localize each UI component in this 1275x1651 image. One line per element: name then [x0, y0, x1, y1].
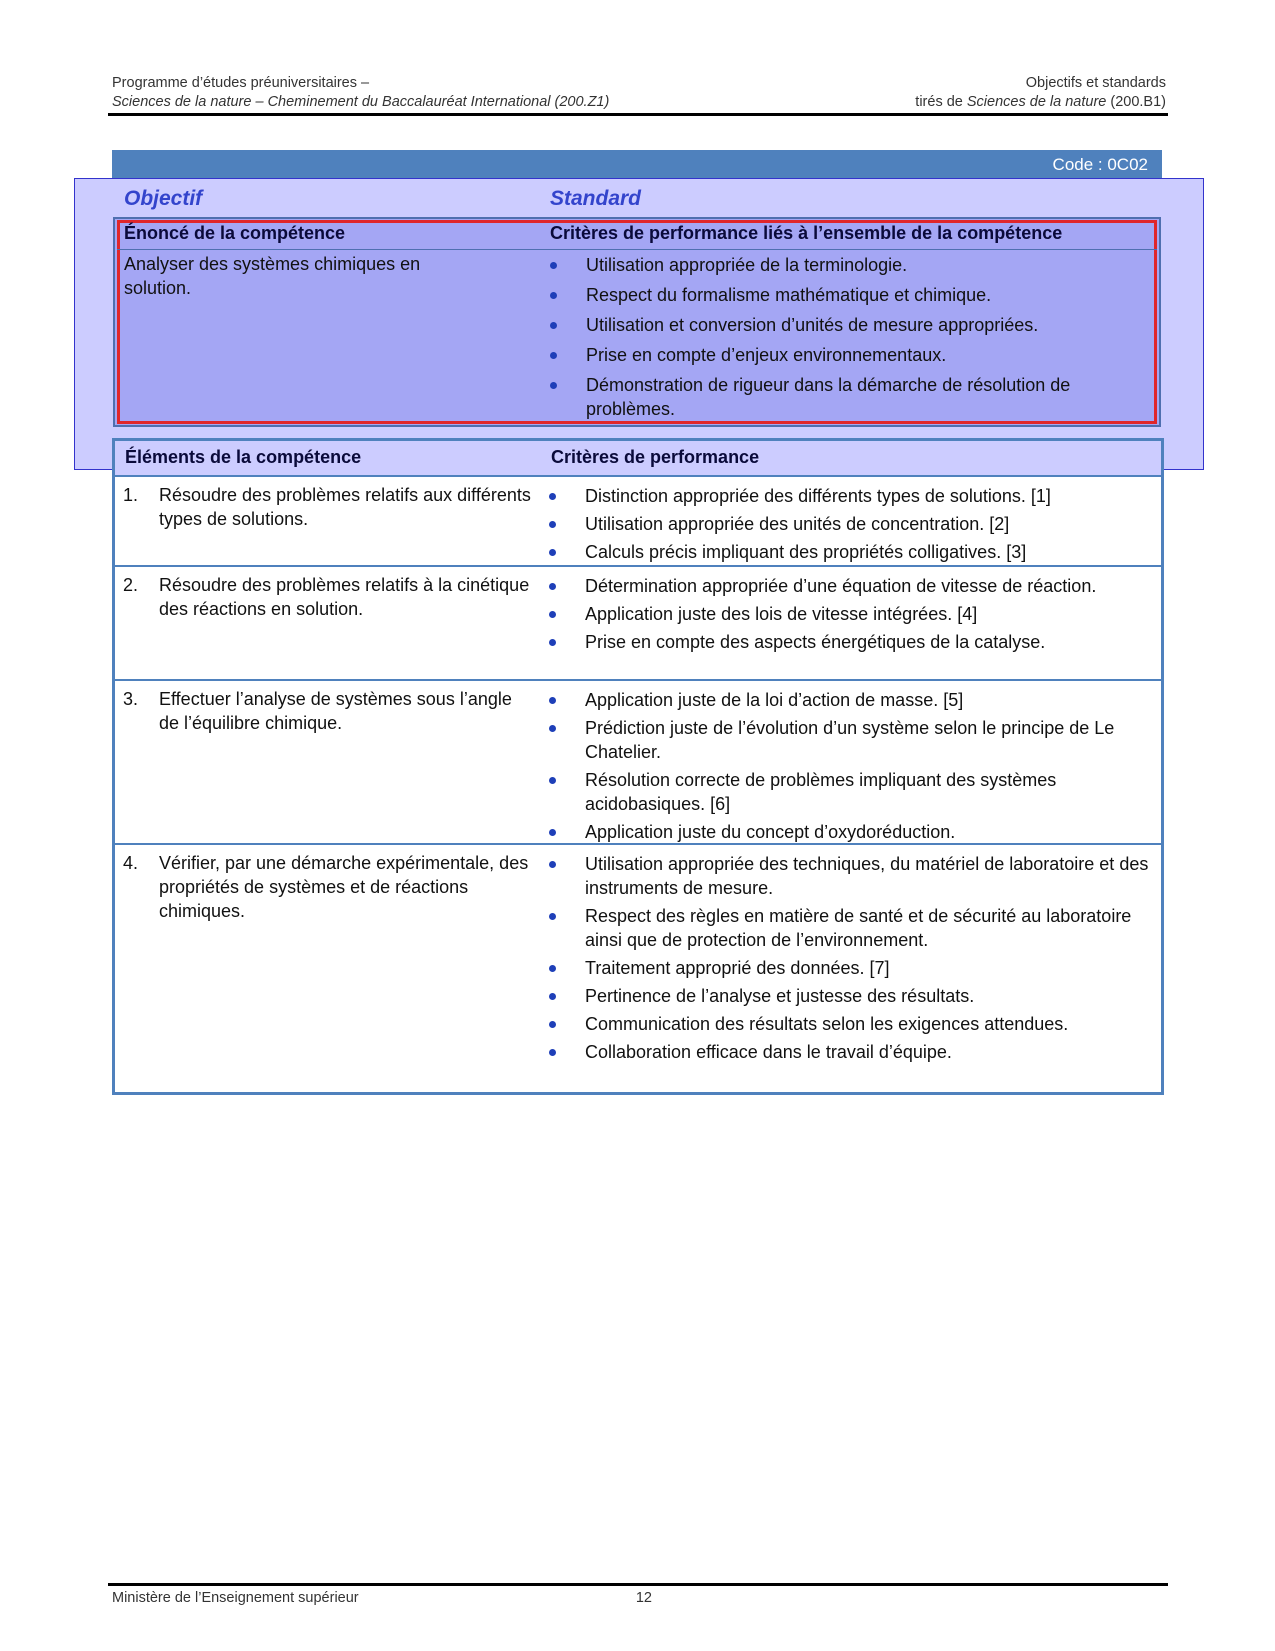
criterion-text: Application juste de la loi d’action de masse. [5]: [585, 690, 964, 710]
criterion-text: Collaboration efficace dans le travail d’équipe.: [585, 1042, 952, 1062]
element-text: Résoudre des problèmes relatifs à la cinétique des réactions en solution.: [159, 575, 530, 619]
page-footer: [112, 1590, 652, 1606]
element-text: Effectuer l’analyse de systèmes sous l’angle de l’équilibre chimique.: [159, 689, 512, 733]
objective-label: Objectif: [124, 187, 203, 210]
element-criterion: [549, 852, 1149, 900]
element-criteria: [549, 688, 1149, 848]
criterion-text: Détermination appropriée d’une équation de vitesse de réaction.: [585, 576, 1097, 596]
elements-table-header: [115, 441, 1161, 475]
element-criterion: [549, 820, 1149, 844]
criterion-text: Calculs précis impliquant des propriétés colligatives. [3]: [585, 542, 1027, 562]
bullet-icon: [549, 913, 556, 920]
criterion-text: Respect du formalisme mathématique et chimique.: [586, 285, 992, 305]
standard-label: Standard: [550, 187, 642, 210]
bullet-icon: [549, 965, 556, 972]
header-divider: [108, 113, 1168, 116]
competence-criteria-heading: Critères de performance liés à l’ensemble de la compétence: [550, 223, 1063, 243]
element-row: [115, 475, 1161, 565]
program-subtitle: Sciences de la nature – Cheminement du Baccalauréat International (200.Z1): [112, 94, 610, 110]
competence-statement: Analyser des systèmes chimiques en solution.: [124, 254, 421, 298]
element-criterion: [549, 512, 1149, 536]
criterion-text: Application juste du concept d’oxydoréduction.: [585, 822, 956, 842]
bullet-icon: [549, 725, 556, 732]
element-criterion: [549, 688, 1149, 712]
element-statement: [123, 687, 533, 735]
competence-criterion: [550, 373, 1146, 421]
bullet-icon: [550, 382, 557, 389]
competence-statement-heading: Énoncé de la compétence: [124, 223, 346, 243]
page-number: 12: [635, 1590, 652, 1606]
bullet-icon: [549, 861, 556, 868]
element-row: [115, 565, 1161, 679]
element-criterion: [549, 716, 1149, 764]
criterion-text: Pertinence de l’analyse et justesse des résultats.: [585, 986, 975, 1006]
bullet-icon: [549, 521, 556, 528]
element-criterion: [549, 956, 1149, 980]
bullet-icon: [550, 292, 557, 299]
element-criteria: [549, 484, 1149, 568]
footer-divider: [108, 1583, 1168, 1586]
criterion-text: Utilisation appropriée des techniques, du matériel de laboratoire et des instruments de mesure.: [585, 854, 1149, 898]
element-number: 4.: [123, 853, 139, 873]
bullet-icon: [549, 697, 556, 704]
element-criterion: [549, 984, 1149, 1008]
element-statement: [123, 851, 533, 923]
competence-criterion: [550, 343, 1146, 367]
element-criteria-list: [549, 574, 1149, 654]
element-number: 2.: [123, 575, 139, 595]
bullet-icon: [549, 639, 556, 646]
criterion-text: Prédiction juste de l’évolution d’un système selon le principe de Le Chatelier.: [585, 718, 1115, 762]
section-subtitle: tirés de Sciences de la nature (200.B1): [915, 94, 1166, 110]
element-text: Résoudre des problèmes relatifs aux différents types de solutions.: [159, 485, 531, 529]
bullet-icon: [549, 549, 556, 556]
bullet-icon: [550, 262, 557, 269]
element-criterion: [549, 1040, 1149, 1064]
criterion-text: Prise en compte des aspects énergétiques de la catalyse.: [585, 632, 1046, 652]
element-text: Vérifier, par une démarche expérimentale, des propriétés de systèmes et de réactions chimiques.: [159, 853, 529, 921]
criterion-text: Utilisation appropriée des unités de concentration. [2]: [585, 514, 1010, 534]
elements-table: [112, 438, 1164, 1095]
element-row: [115, 679, 1161, 843]
bullet-icon: [549, 1021, 556, 1028]
element-criterion: [549, 1012, 1149, 1036]
program-title: Programme d’études préuniversitaires –: [112, 75, 370, 91]
element-criteria-list: [549, 484, 1149, 564]
element-criterion: [549, 602, 1149, 626]
bullet-icon: [550, 322, 557, 329]
criterion-text: Prise en compte d’enjeux environnementaux.: [586, 345, 947, 365]
competence-criterion: [550, 253, 1146, 277]
competence-criterion: [550, 313, 1146, 337]
bullet-icon: [549, 611, 556, 618]
competence-criterion: [550, 283, 1146, 307]
criterion-text: Traitement approprié des données. [7]: [585, 958, 890, 978]
criterion-text: Communication des résultats selon les exigences attendues.: [585, 1014, 1069, 1034]
element-criteria-list: [549, 688, 1149, 844]
element-criterion: [549, 630, 1149, 654]
bullet-icon: [549, 583, 556, 590]
section-title: Objectifs et standards: [1025, 75, 1166, 91]
bullet-icon: [549, 1049, 556, 1056]
element-statement: [123, 573, 533, 621]
elements-criteria-heading: Critères de performance: [551, 447, 760, 467]
element-row: [115, 843, 1161, 1092]
element-criterion: [549, 904, 1149, 952]
competence-criteria-list: [550, 253, 1146, 421]
criterion-text: Utilisation et conversion d’unités de mesure appropriées.: [586, 315, 1039, 335]
bullet-icon: [549, 493, 556, 500]
criterion-text: Application juste des lois de vitesse intégrées. [4]: [585, 604, 978, 624]
element-criteria-list: [549, 852, 1149, 1064]
element-criteria: [549, 852, 1149, 1068]
competence-code: Code : 0C02: [1052, 154, 1148, 174]
criterion-text: Démonstration de rigueur dans la démarche de résolution de problèmes.: [586, 375, 1071, 419]
criterion-text: Respect des règles en matière de santé et de sécurité au laboratoire ainsi que de protection de l’environnement.: [585, 906, 1132, 950]
criterion-text: Utilisation appropriée de la terminologie.: [586, 255, 908, 275]
criterion-text: Résolution correcte de problèmes impliquant des systèmes acidobasiques. [6]: [585, 770, 1057, 814]
element-criterion: [549, 484, 1149, 508]
element-criteria: [549, 574, 1149, 658]
bullet-icon: [549, 993, 556, 1000]
elements-heading: Éléments de la compétence: [125, 447, 362, 467]
bullet-icon: [549, 829, 556, 836]
competence-header-divider: [117, 249, 1157, 250]
element-criterion: [549, 540, 1149, 564]
element-criterion: [549, 574, 1149, 598]
bullet-icon: [550, 352, 557, 359]
bullet-icon: [549, 777, 556, 784]
criterion-text: Distinction appropriée des différents types de solutions. [1]: [585, 486, 1051, 506]
competence-criteria: [550, 253, 1146, 427]
code-bar: [112, 150, 1162, 179]
ministry-name: Ministère de l’Enseignement supérieur: [112, 1590, 359, 1606]
element-criterion: [549, 768, 1149, 816]
page-header: [112, 74, 1166, 112]
element-number: 1.: [123, 485, 139, 505]
element-number: 3.: [123, 689, 139, 709]
element-statement: [123, 483, 533, 531]
